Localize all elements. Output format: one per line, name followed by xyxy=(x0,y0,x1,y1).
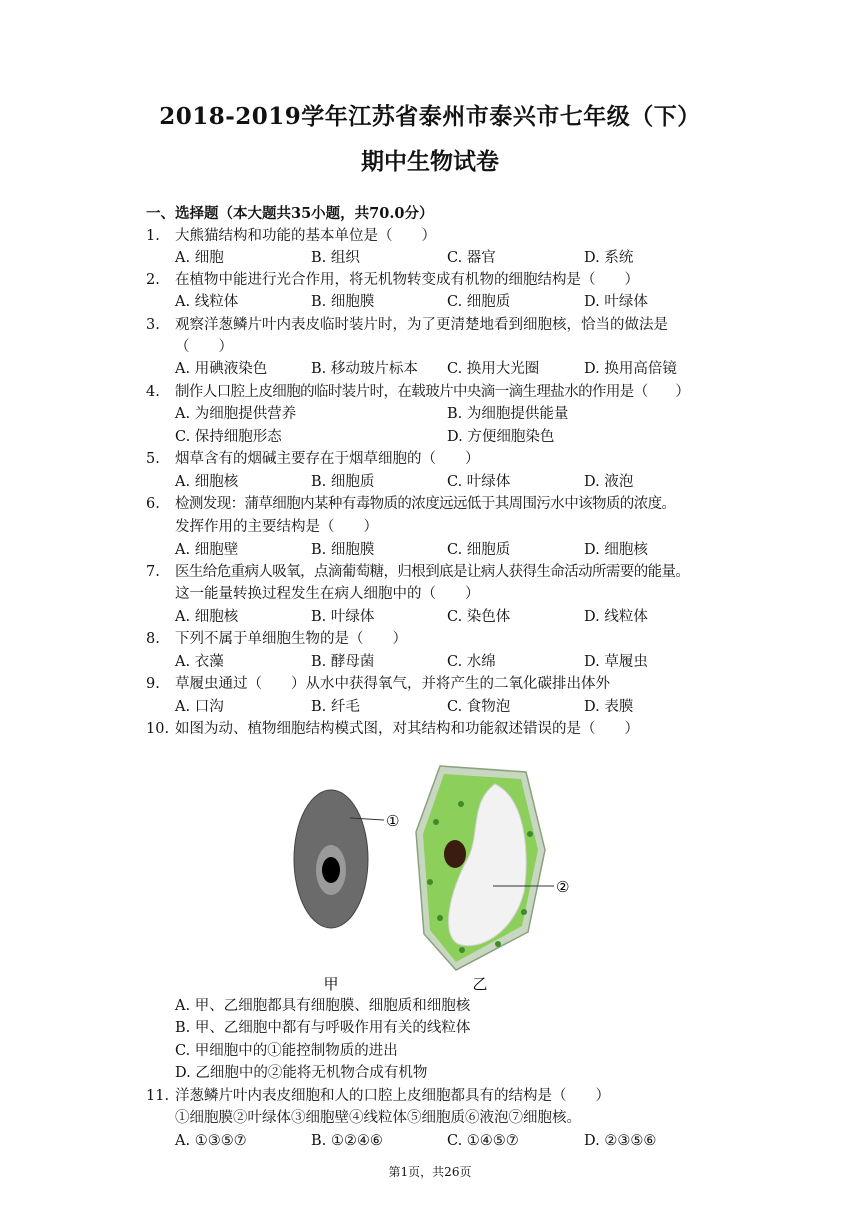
question-stem xyxy=(146,226,436,246)
option-d: D. ②③⑤⑥ xyxy=(584,1133,657,1149)
question-number: 3. xyxy=(146,317,160,333)
chloroplast xyxy=(427,879,433,885)
question-text: 在植物中能进行光合作用，将无机物转变成有机物的细胞结构是（ ） xyxy=(175,272,639,288)
chloroplast xyxy=(459,947,465,953)
option-c: C. 细胞质 xyxy=(447,542,511,558)
option-b: B. 细胞膜 xyxy=(311,542,375,558)
option-b: B. 酵母菌 xyxy=(311,654,375,670)
section-heading: 一、选择题（本大题共35小题，共70.0分） xyxy=(146,205,434,222)
option-a: A. 细胞核 xyxy=(175,609,239,625)
option-d: D. 系统 xyxy=(584,250,634,266)
label-yi: 乙 xyxy=(472,975,488,993)
option-b: B. 纤毛 xyxy=(311,699,360,715)
option-b: B. 细胞质 xyxy=(311,474,375,490)
option-b: B. 组织 xyxy=(311,250,360,266)
page-footer: 第1页，共26页 xyxy=(388,1165,472,1179)
question-text: 洋葱鳞片叶内表皮细胞和人的口腔上皮细胞都具有的结构是（ ） xyxy=(175,1088,610,1104)
option-a: A. 线粒体 xyxy=(175,294,239,310)
option-a: A. 口沟 xyxy=(175,699,224,715)
option-b: B. 细胞膜 xyxy=(311,294,375,310)
option-c: C. ①④⑤⑦ xyxy=(447,1133,519,1149)
option-b: B. 为细胞提供能量 xyxy=(447,406,569,422)
option-c: C. 染色体 xyxy=(447,609,511,625)
chloroplast xyxy=(437,915,443,921)
question-number: 1. xyxy=(146,228,160,244)
option-d: D. 液泡 xyxy=(584,474,634,490)
option-c: C. 甲细胞中的①能控制物质的进出 xyxy=(175,1043,398,1059)
label-jia: 甲 xyxy=(323,975,339,993)
option-b: B. 甲、乙细胞中都有与呼吸作用有关的线粒体 xyxy=(175,1020,471,1036)
option-a: A. 甲、乙细胞都具有细胞膜、细胞质和细胞核 xyxy=(175,998,471,1014)
chloroplast xyxy=(433,819,439,825)
question-number: 5. xyxy=(146,451,160,467)
option-c: C. 细胞质 xyxy=(447,294,511,310)
animal-nucleus xyxy=(322,857,340,883)
option-c: C. 叶绿体 xyxy=(447,474,511,490)
question-text: 制作人口腔上皮细胞的临时装片时，在载玻片中央滴一滴生理盐水的作用是（ ） xyxy=(175,384,690,400)
question-text: 如图为动、植物细胞结构模式图，对其结构和功能叙述错误的是（ ） xyxy=(175,721,639,737)
option-a: A. 细胞 xyxy=(175,250,224,266)
question-text-continued: （ ） xyxy=(175,339,233,355)
option-a: A. 为细胞提供营养 xyxy=(175,406,297,422)
option-d: D. 叶绿体 xyxy=(584,294,648,310)
question-stem xyxy=(146,674,610,694)
question-stem xyxy=(146,382,689,402)
option-d: D. 细胞核 xyxy=(584,542,648,558)
option-c: C. 食物泡 xyxy=(447,699,511,715)
option-c: C. 换用大光圈 xyxy=(447,361,540,377)
exam-title-line1: 2018-2019学年江苏省泰州市泰兴市七年级（下） xyxy=(159,103,701,130)
option-b: B. 移动玻片标本 xyxy=(311,361,418,377)
option-d: D. 线粒体 xyxy=(584,609,648,625)
option-d: D. 方便细胞染色 xyxy=(447,429,555,445)
question-number: 10. xyxy=(146,721,170,737)
question-number: 9. xyxy=(146,676,160,692)
question-stem xyxy=(146,629,407,649)
question-text: 大熊猫结构和功能的基本单位是（ ） xyxy=(175,228,436,244)
chloroplast xyxy=(495,941,501,947)
option-d: D. 表膜 xyxy=(584,699,634,715)
question-number: 2. xyxy=(146,272,160,288)
option-c: C. 水绵 xyxy=(447,654,496,670)
cell-diagram-figure xyxy=(290,762,610,994)
option-a: A. 细胞壁 xyxy=(175,542,239,558)
question-stem xyxy=(146,449,480,469)
question-text: 下列不属于单细胞生物的是（ ） xyxy=(175,631,407,647)
question-stem xyxy=(146,1086,610,1106)
question-stem xyxy=(146,719,639,739)
question-number: 11. xyxy=(146,1088,170,1104)
option-c: C. 保持细胞形态 xyxy=(175,429,282,445)
option-b: B. 叶绿体 xyxy=(311,609,375,625)
question-stem xyxy=(146,562,689,582)
question-stem xyxy=(146,315,668,335)
option-d: D. 草履虫 xyxy=(584,654,648,670)
option-a: A. 细胞核 xyxy=(175,474,239,490)
plant-nucleus xyxy=(444,840,466,868)
option-c: C. 器官 xyxy=(447,250,496,266)
marker-2: ② xyxy=(556,878,570,896)
question-text: 医生给危重病人吸氧，点滴葡萄糖，归根到底是让病人获得生命活动所需要的能量。 xyxy=(175,564,690,580)
question-text: 烟草含有的烟碱主要存在于烟草细胞的（ ） xyxy=(175,451,480,467)
question-stem xyxy=(146,494,675,514)
option-b: B. ①②④⑥ xyxy=(311,1133,383,1149)
question-number: 6. xyxy=(146,496,160,512)
option-a: A. 用碘液染色 xyxy=(175,361,268,377)
option-a: A. ①③⑤⑦ xyxy=(175,1133,247,1149)
question-number: 7. xyxy=(146,564,160,580)
exam-title-line2: 期中生物试卷 xyxy=(361,148,499,175)
option-d: D. 换用高倍镜 xyxy=(584,361,677,377)
chloroplast xyxy=(458,801,464,807)
question-text-continued: 这一能量转换过程发生在病人细胞中的（ ） xyxy=(175,586,480,602)
option-a: A. 衣藻 xyxy=(175,654,224,670)
chloroplast xyxy=(521,909,527,915)
question-text: 观察洋葱鳞片叶内表皮临时装片时，为了更清楚地看到细胞核，恰当的做法是 xyxy=(175,317,668,333)
question-number: 4. xyxy=(146,384,160,400)
marker-1: ① xyxy=(386,812,400,830)
question-text: 草履虫通过（ ）从水中获得氧气，并将产生的二氧化碳排出体外 xyxy=(175,676,610,692)
option-d: D. 乙细胞中的②能将无机物合成有机物 xyxy=(175,1065,428,1081)
question-text: 检测发现：蒲草细胞内某种有毒物质的浓度远远低于其周围污水中该物质的浓度。 xyxy=(175,496,676,512)
chloroplast xyxy=(527,831,533,837)
question-number: 8. xyxy=(146,631,160,647)
question-text-continued: 发挥作用的主要结构是（ ） xyxy=(175,519,378,535)
question-text-continued: ①细胞膜②叶绿体③细胞壁④线粒体⑤细胞质⑥液泡⑦细胞核。 xyxy=(175,1110,581,1126)
question-stem xyxy=(146,270,639,290)
